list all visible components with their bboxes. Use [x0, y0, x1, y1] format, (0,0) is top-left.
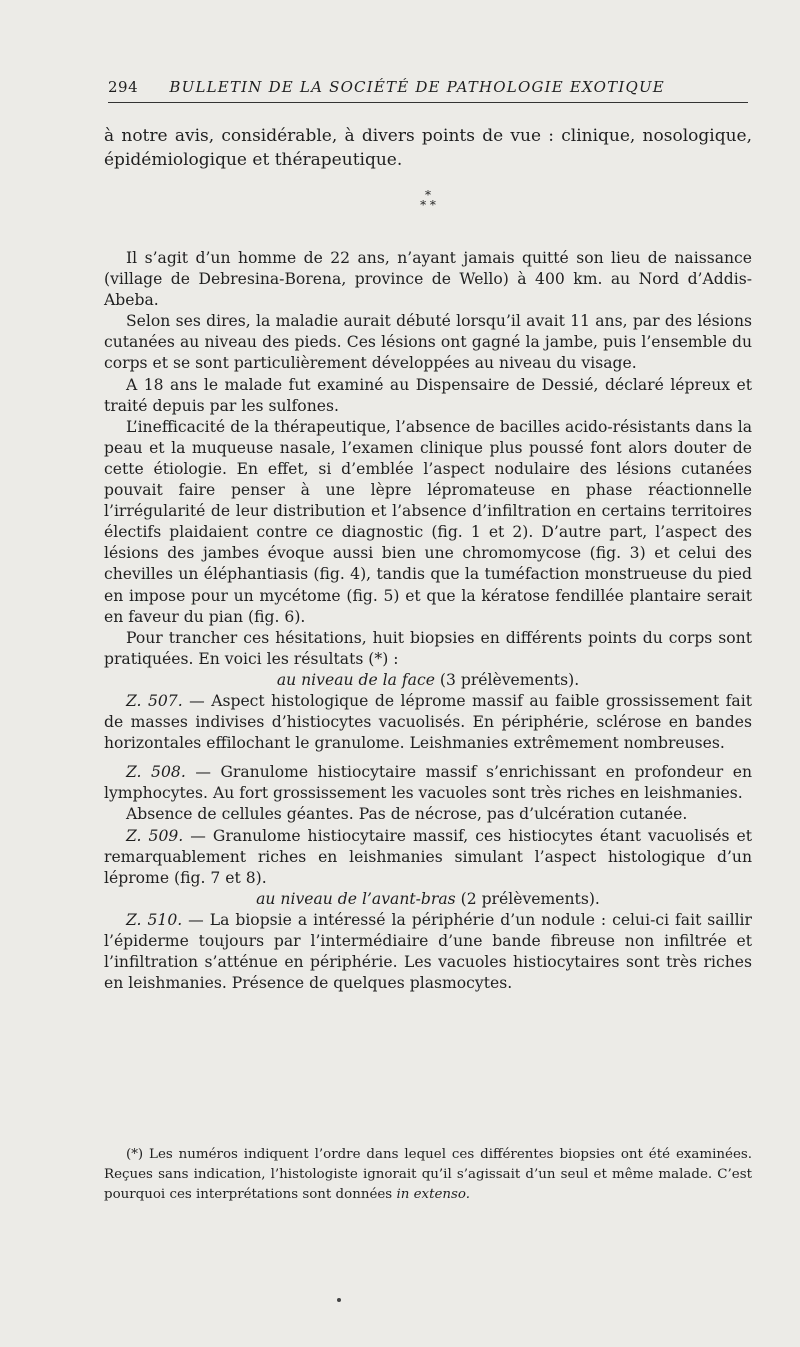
section-heading-face	[104, 670, 752, 691]
result-ref: Z. 509.	[126, 826, 184, 845]
result-text: — Granulome histiocytaire massif s’enrichissant en profondeur en lymphocytes. Au fort grossissement les vacuoles sont très riches en leishmanies.	[104, 763, 752, 803]
section-arm-label: au niveau de l’avant-bras	[256, 889, 456, 908]
paragraph-diagnosis: L’inefficacité de la thérapeutique, l’absence de bacilles acido-résistants dans la peau et la muqueuse nasale, l’examen clinique plus poussé font alors douter de cette étiologie. En effet, si d’emblée l’aspect nodulaire des lésions cutanées pouvait faire penser à une lèpre lépromateuse en phase réactionnelle l’irrégularité de leur distribution et l’absence d’infiltration en certains territoires électifs plaidaient contre ce diagnostic (fig. 1 et 2). D’autre part, l’aspect des lésions des jambes évoque aussi bien une chromomycose (fig. 3) et celui des chevilles un éléphantiasis (fig. 4), tandis que la tuméfaction monstrueuse du pied en impose pour un mycétome (fig. 5) et que la kératose fendillée plantaire serait en faveur du pian (fig. 6).	[104, 417, 752, 626]
intro-paragraph: à notre avis, considérable, à divers points de vue : clinique, nosologique, épidémiologique et thérapeutique.	[104, 126, 752, 170]
result-text: Absence de cellules géantes. Pas de nécrose, pas d’ulcération cutanée.	[126, 805, 688, 824]
paragraph-patient: Il s’agit d’un homme de 22 ans, n’ayant jamais quitté son lieu de naissance (village de Debresina-Borena, province de Wello) à 400 km. au Nord d’Addis-Abeba.	[104, 249, 752, 310]
running-header	[108, 78, 748, 103]
print-speck	[337, 1298, 341, 1302]
result-ref: Z. 507.	[126, 691, 183, 710]
paragraph-onset: Selon ses dires, la maladie aurait débuté lorsqu’il avait 11 ans, par des lésions cutanées au niveau des pieds. Ces lésions ont gagné la jambe, puis l’ensemble du corps et se sont particulièrement développées au niveau du visage.	[104, 312, 752, 373]
journal-title: BULLETIN DE LA SOCIÉTÉ DE PATHOLOGIE EXOTIQUE	[169, 78, 665, 96]
paragraph-examination: A 18 ans le malade fut examiné au Dispensaire de Dessié, déclaré lépreux et traité depuis par les sulfones.	[104, 375, 752, 415]
section-separator: * * *	[420, 188, 436, 212]
result-z510	[104, 910, 752, 994]
result-z508	[104, 762, 752, 804]
result-z509	[104, 826, 752, 889]
result-ref: Z. 510.	[126, 910, 183, 929]
result-text: — Aspect histologique de léprome massif au faible grossissement fait de masses indivises d’histiocytes vacuolisés. En périphérie, sclérose en bandes horizontales effilochant le granulome. Leishmanies extrêmement nombreuses.	[104, 691, 752, 753]
result-z507	[104, 691, 752, 754]
section-face-label: au niveau de la face	[276, 670, 435, 689]
result-ref: Z. 508.	[126, 763, 186, 782]
result-text: — La biopsie a intéressé la périphérie d’un nodule : celui-ci fait saillir l’épiderme toujours par l’intermédiaire d’une bande fibreuse non infiltrée et l’infiltration s’atténue en périphérie. Les vacuoles histiocytaires sont très riches en leishmanies. Présence de quelques plasmocytes.	[104, 910, 752, 993]
paragraph-biopsies: Pour trancher ces hésitations, huit biopsies en différents points du corps sont pratiquées. En voici les résultats (*) :	[104, 628, 752, 668]
section-face-count: (3 prélèvements).	[439, 670, 580, 689]
result-text: — Granulome histiocytaire massif, ces histiocytes étant vacuolisés et remarquablement riches en leishmanies simulant l’aspect histologique d’un léprome (fig. 7 et 8).	[104, 826, 753, 887]
section-heading-arm	[104, 889, 752, 910]
page-number: 294	[108, 78, 139, 96]
footnote-text: (*) Les numéros indiquent l’ordre dans lequel ces différentes biopsies ont été examinées. Reçues sans indication, l’histologiste ignorait qu’il s’agissait d’un seul et même malade. C’est pourquoi ces interprétations sont données	[104, 1147, 752, 1202]
section-arm-count: (2 prélèvements).	[460, 889, 600, 908]
footnote-emphasis: in extenso.	[396, 1187, 470, 1202]
result-z508-continued	[104, 804, 752, 825]
article-body	[104, 124, 752, 994]
footnote	[104, 1145, 752, 1205]
